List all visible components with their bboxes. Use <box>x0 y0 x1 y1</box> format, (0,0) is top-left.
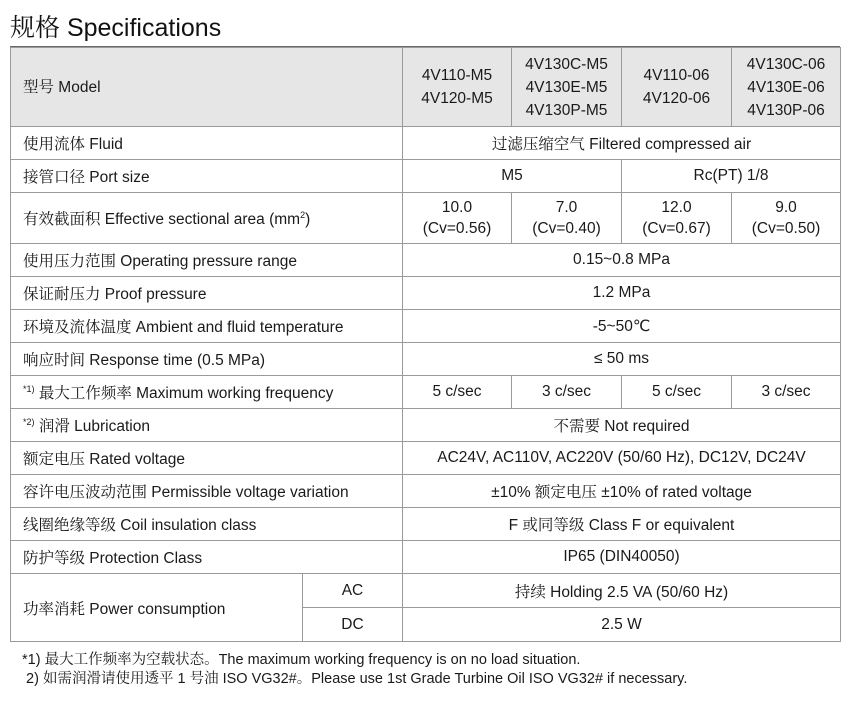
response-time-label: 响应时间 Response time (0.5 MPa) <box>11 343 403 376</box>
frequency-label: $^{*1)}$ 最大工作频率 Maximum working frequency <box>11 376 403 409</box>
effective-area-row <box>11 193 841 244</box>
note-mark: *2) <box>23 416 35 427</box>
temperature-label: 环境及流体温度 Ambient and fluid temperature <box>11 310 403 343</box>
page-title: 规格 Specifications <box>10 14 222 42</box>
voltage-variation-row <box>11 475 841 508</box>
note-mark: *1) <box>23 383 35 394</box>
insulation-label: 线圈绝缘等级 Coil insulation class <box>11 508 403 541</box>
voltage-variation-label: 容许电压波动范围 Permissible voltage variation <box>11 475 403 508</box>
power-dc-label: DC <box>303 608 403 642</box>
operating-pressure-row <box>11 244 841 277</box>
effective-area-value: 9.0 (Cv=0.50) <box>732 193 841 244</box>
proof-pressure-label: 保证耐压力 Proof pressure <box>11 277 403 310</box>
rated-voltage-value: AC24V, AC110V, AC220V (50/60 Hz), DC12V, DC24V <box>403 442 841 475</box>
insulation-value: F 或同等级 Class F or equivalent <box>403 508 841 541</box>
footnote: 2) 如需润滑请使用透平 1 号油 ISO VG32#。Please use 1st Grade Turbine Oil ISO VG32# if necessary. <box>22 671 688 687</box>
response-time-row <box>11 343 841 376</box>
model-name: 4V120-M5 <box>421 90 493 107</box>
frequency-row <box>11 376 841 409</box>
effective-area-label: 有效截面积 Effective sectional area $(mm^2)$ <box>11 193 403 244</box>
power-consumption-label: 功率消耗 Power consumption <box>11 574 303 642</box>
lubrication-value: 不需要 Not required <box>403 409 841 442</box>
power-ac-row <box>11 574 841 608</box>
temperature-row <box>11 310 841 343</box>
frequency-value: 3 c/sec <box>732 376 841 409</box>
fluid-label: 使用流体 Fluid <box>11 127 403 160</box>
port-size-row <box>11 160 841 193</box>
proof-pressure-row <box>11 277 841 310</box>
frequency-value: 5 c/sec <box>403 376 512 409</box>
model-cell <box>403 48 512 127</box>
power-dc-value: 2.5 W <box>403 608 841 642</box>
frequency-value: 3 c/sec <box>512 376 622 409</box>
temperature-value: -5~50℃ <box>403 310 841 343</box>
effective-area-value: 7.0 (Cv=0.40) <box>512 193 622 244</box>
model-name: 4V110-06 <box>643 67 710 84</box>
rated-voltage-row <box>11 442 841 475</box>
model-name: 4V130P-M5 <box>525 101 608 119</box>
protection-label: 防护等级 Protection Class <box>11 541 403 574</box>
model-name: 4V130C-06 <box>746 55 826 73</box>
frequency-value: 5 c/sec <box>622 376 732 409</box>
model-label: 型号 Model <box>11 48 403 127</box>
response-time-value: ≤ 50 ms <box>403 343 841 376</box>
port-size-pt: Rc(PT) 1/8 <box>622 160 841 193</box>
rated-voltage-label: 额定电压 Rated voltage <box>11 442 403 475</box>
operating-pressure-value: 0.15~0.8 MPa <box>403 244 841 277</box>
voltage-variation-value: ±10% 额定电压 ±10% of rated voltage <box>403 475 841 508</box>
port-size-m5: M5 <box>403 160 622 193</box>
effective-area-value: 10.0 (Cv=0.56) <box>403 193 512 244</box>
model-cell <box>732 48 841 127</box>
proof-pressure-value: 1.2 MPa <box>403 277 841 310</box>
model-name: 4V130P-06 <box>747 101 825 119</box>
protection-value: IP65 (DIN40050) <box>403 541 841 574</box>
lubrication-label: $^{*2)}$ 润滑 Lubrication <box>11 409 403 442</box>
model-name: 4V110-M5 <box>421 67 493 84</box>
model-name: 4V120-06 <box>642 90 711 107</box>
specifications-table <box>10 47 841 642</box>
footnote: *1) 最大工作频率为空载状态。The maximum working frequency is on no load situation. <box>22 652 581 668</box>
fluid-value: 过滤压缩空气 Filtered compressed air <box>403 127 841 160</box>
insulation-row <box>11 508 841 541</box>
model-cell <box>622 48 732 127</box>
model-name: 4V130E-M5 <box>525 78 608 96</box>
lubrication-row <box>11 409 841 442</box>
model-header-row <box>11 48 841 127</box>
model-name: 4V130E-06 <box>747 78 825 96</box>
model-cell <box>512 48 622 127</box>
effective-area-value: 12.0 (Cv=0.67) <box>622 193 732 244</box>
port-size-label: 接管口径 Port size <box>11 160 403 193</box>
footnotes <box>22 651 687 689</box>
power-ac-label: AC <box>303 574 403 608</box>
operating-pressure-label: 使用压力范围 Operating pressure range <box>11 244 403 277</box>
model-name: 4V130C-M5 <box>525 55 608 73</box>
protection-row <box>11 541 841 574</box>
power-ac-value: 持续 Holding 2.5 VA (50/60 Hz) <box>403 574 841 608</box>
fluid-row <box>11 127 841 160</box>
